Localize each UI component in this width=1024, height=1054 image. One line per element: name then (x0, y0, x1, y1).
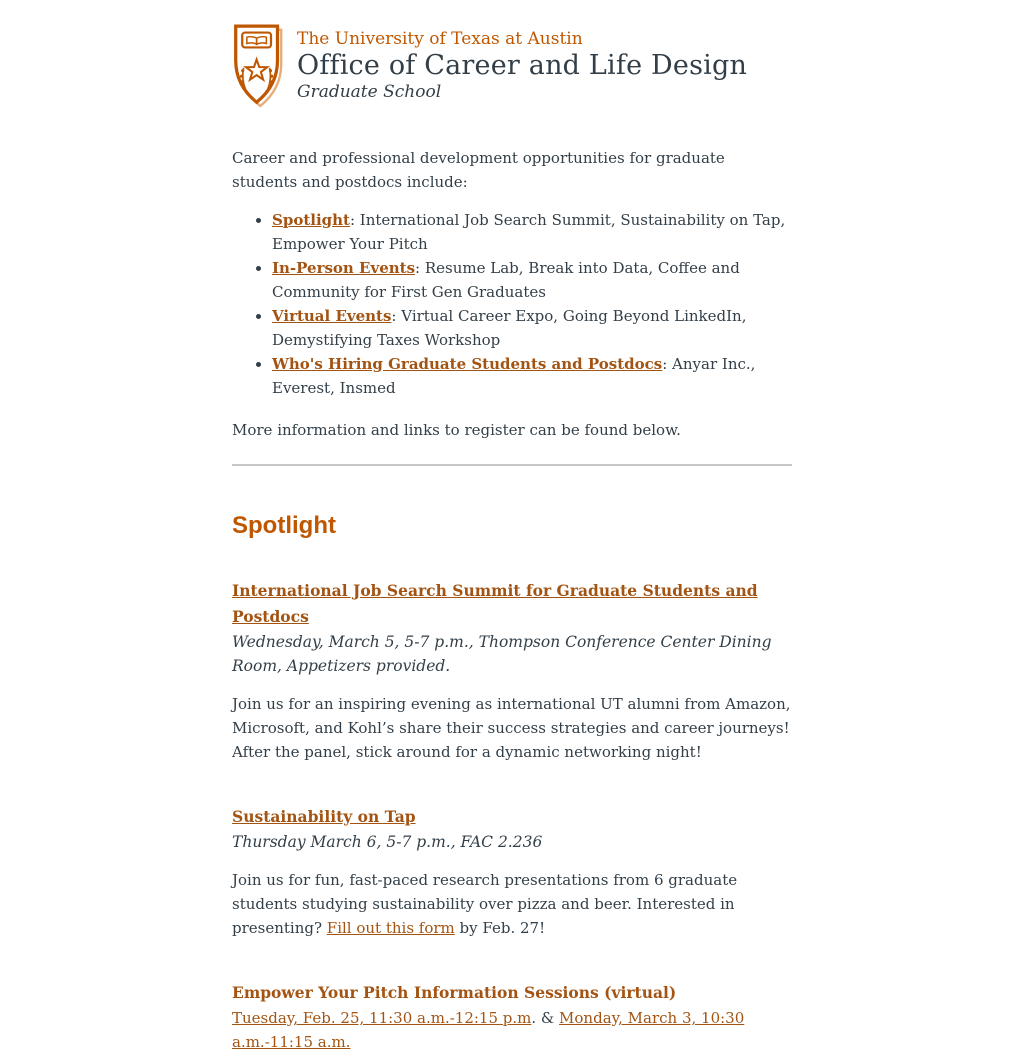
brand-university: The University of Texas at Austin (297, 29, 583, 49)
event-description: Join us for an inspiring evening as international UT alumni from Amazon, Microsoft, and Kohl’s share their success strategies and career journeys! After the panel, stick around for a dynamic networking night! (232, 695, 791, 761)
event-international-job-search-summit (232, 578, 792, 764)
description-text: Join us for fun, fast-paced research presentations from 6 graduate students studying sustainability over pizza and beer. Interested in presenting? (232, 871, 738, 937)
brand-header[interactable] (232, 22, 792, 114)
brand-text (297, 22, 747, 104)
event-when-where: Thursday March 6, 5-7 p.m., FAC 2.236 (232, 833, 543, 851)
intro-paragraph: Career and professional development opportunities for graduate students and postdocs include: (232, 149, 725, 191)
session-1-link[interactable]: Tuesday, Feb. 25, 11:30 a.m.-12:15 p.m (232, 1009, 532, 1027)
list-item (272, 208, 792, 256)
session-separator: . & (531, 1009, 560, 1027)
session-2-link[interactable]: Monday, March 3, 10:30 a.m.-11:15 a.m. (232, 1009, 745, 1051)
virtual-events-link[interactable]: Virtual Events (272, 307, 392, 325)
section-divider (232, 464, 792, 466)
more-info-text: More information and links to register can be found below. (232, 421, 681, 439)
spotlight-section-heading: Spotlight (232, 512, 336, 539)
event-empower-your-pitch (232, 980, 792, 1054)
event-session-times (232, 1006, 792, 1054)
list-item (272, 304, 792, 352)
brand-office: Office of Career and Life Design (297, 50, 748, 81)
list-item-text: : Anyar Inc., Everest, Insmed (272, 355, 756, 397)
event-title (232, 804, 792, 830)
list-item-text: : Resume Lab, Break into Data, Coffee and Community for First Gen Graduates (272, 259, 740, 301)
event-sustainability-on-tap (232, 804, 792, 940)
fill-out-form-link[interactable]: Fill out this form (326, 919, 455, 937)
event-when-where: Wednesday, March 5, 5-7 p.m., Thompson Conference Center Dining Room, Appetizers provided. (232, 633, 772, 675)
ut-shield-logo-icon (232, 22, 284, 114)
event-description (232, 868, 792, 940)
summary-list (232, 208, 792, 400)
in-person-events-link[interactable]: In-Person Events (272, 259, 416, 277)
email-body (232, 0, 792, 1054)
spotlight-section-link[interactable]: Spotlight (272, 211, 350, 229)
event-title (232, 578, 792, 630)
list-item-text: : Virtual Career Expo, Going Beyond LinkedIn, Demystifying Taxes Workshop (272, 307, 747, 349)
sustainability-on-tap-link[interactable]: Sustainability on Tap (232, 807, 416, 826)
list-item-text: : International Job Search Summit, Sustainability on Tap, Empower Your Pitch (272, 211, 786, 253)
description-text: by Feb. 27! (454, 919, 546, 937)
list-item (272, 256, 792, 304)
list-item (272, 352, 792, 400)
international-job-search-summit-link[interactable]: International Job Search Summit for Graduate Students and Postdocs (232, 581, 758, 626)
whos-hiring-link[interactable]: Who's Hiring Graduate Students and Postdocs (272, 355, 663, 373)
event-title: Empower Your Pitch Information Sessions (virtual) (232, 983, 677, 1002)
brand-school: Graduate School (297, 82, 442, 102)
